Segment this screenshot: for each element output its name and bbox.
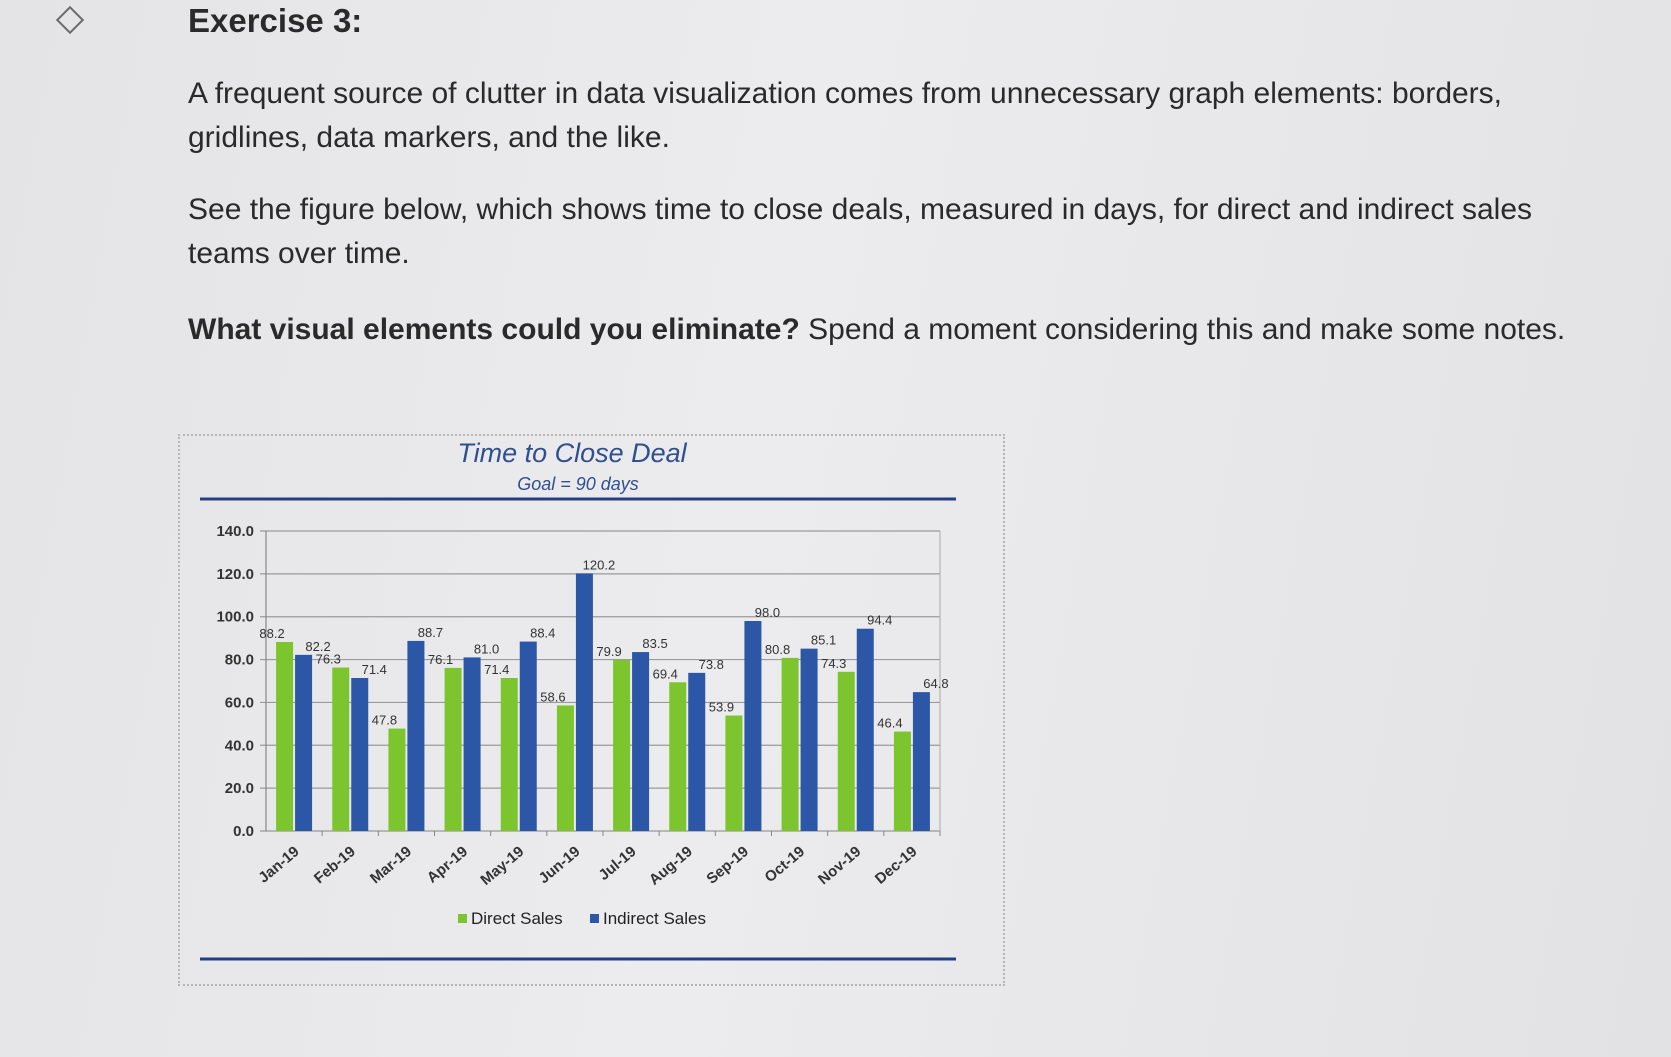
bar-direct-sales: [725, 716, 742, 832]
y-tick-label: 0.0: [233, 823, 254, 840]
bar-indirect-sales: [464, 657, 481, 831]
data-label: 88.2: [259, 626, 285, 641]
bar-indirect-sales: [857, 629, 874, 831]
x-tick-label: Jan-19: [255, 843, 303, 887]
y-tick-label: 120.0: [216, 565, 254, 583]
bar-direct-sales: [557, 705, 574, 831]
bar-indirect-sales: [520, 642, 537, 831]
data-label: 64.8: [923, 676, 949, 692]
y-tick-label: 60.0: [224, 694, 254, 712]
x-tick-label: Apr-19: [423, 843, 472, 887]
legend-swatch: [458, 914, 467, 923]
data-label: 76.3: [315, 651, 341, 667]
data-label: 98.0: [754, 605, 781, 620]
bar-direct-sales: [388, 729, 405, 831]
bar-direct-sales: [445, 668, 462, 831]
data-label: 47.8: [371, 712, 398, 728]
data-label: 88.4: [530, 625, 556, 641]
bar-direct-sales: [894, 732, 911, 831]
x-tick-label: Feb-19: [310, 843, 359, 888]
bar-indirect-sales: [801, 649, 818, 831]
data-label: 53.9: [708, 699, 735, 715]
y-tick-label: 80.0: [224, 651, 254, 669]
data-label: 71.4: [361, 662, 387, 677]
bar-direct-sales: [782, 658, 799, 831]
x-tick-label: Dec-19: [871, 843, 921, 888]
chart-figure: [178, 434, 1005, 986]
bar-indirect-sales: [576, 573, 593, 831]
bar-chart: [180, 436, 1003, 984]
y-tick-label: 140.0: [216, 523, 254, 540]
question-bold: What visual elements could you eliminate?: [188, 313, 800, 346]
figure-description: See the figure below, which shows time to close deals, measured in days, for direct and indirect sales teams over time.: [188, 193, 1533, 270]
data-label: 82.2: [305, 638, 331, 654]
x-tick-label: Jun-19: [535, 843, 584, 888]
question-rest: Spend a moment considering this and make some notes.: [799, 313, 1566, 346]
data-label: 71.4: [484, 662, 510, 677]
bar-indirect-sales: [688, 673, 705, 831]
data-label: 46.4: [877, 715, 903, 731]
x-tick-label: Nov-19: [815, 843, 865, 889]
bar-direct-sales: [613, 660, 630, 831]
bar-direct-sales: [276, 642, 293, 831]
x-tick-label: Jul-19: [595, 843, 640, 884]
legend-label: Indirect Sales: [603, 909, 706, 928]
y-tick-label: 40.0: [224, 737, 254, 755]
data-label: 81.0: [473, 641, 500, 657]
bar-direct-sales: [501, 678, 518, 831]
data-label: 83.5: [642, 636, 668, 652]
data-label: 94.4: [867, 612, 893, 628]
x-tick-label: Oct-19: [761, 843, 809, 887]
exercise-title: Exercise 3:: [188, 2, 363, 39]
bar-indirect-sales: [351, 678, 368, 831]
legend-label: Direct Sales: [471, 909, 563, 928]
x-tick-label: Aug-19: [645, 843, 696, 889]
x-tick-label: Sep-19: [703, 843, 752, 888]
bar-indirect-sales: [913, 692, 930, 831]
data-label: 69.4: [652, 666, 678, 682]
bar-indirect-sales: [295, 655, 312, 831]
data-label: 88.7: [417, 624, 444, 640]
question-marker-icon[interactable]: [56, 6, 84, 34]
bar-direct-sales: [838, 672, 855, 831]
data-label: 58.6: [540, 689, 566, 705]
bar-indirect-sales: [744, 621, 761, 831]
y-tick-label: 20.0: [224, 780, 254, 798]
data-label: 85.1: [810, 632, 837, 648]
bar-direct-sales: [332, 668, 349, 832]
bar-indirect-sales: [407, 641, 424, 831]
y-tick-label: 100.0: [216, 608, 254, 626]
intro-paragraph: A frequent source of clutter in data visualization comes from unnecessary graph elements: borders, gridlines, data markers, and the like.: [188, 77, 1503, 154]
legend-swatch: [590, 914, 599, 923]
data-label: 120.2: [582, 557, 616, 573]
chart-subtitle: Goal = 90 days: [517, 474, 639, 494]
data-label: 74.3: [821, 655, 847, 671]
data-label: 73.8: [698, 656, 724, 672]
question-paragraph: [188, 308, 1578, 352]
data-label: 76.1: [427, 651, 454, 667]
data-label: 79.9: [596, 643, 622, 659]
chart-title: Time to Close Deal: [457, 438, 687, 468]
data-label: 80.8: [764, 641, 791, 657]
x-tick-label: Mar-19: [367, 843, 415, 888]
bar-direct-sales: [669, 682, 686, 831]
bar-indirect-sales: [632, 652, 649, 831]
x-tick-label: May-19: [477, 843, 528, 889]
